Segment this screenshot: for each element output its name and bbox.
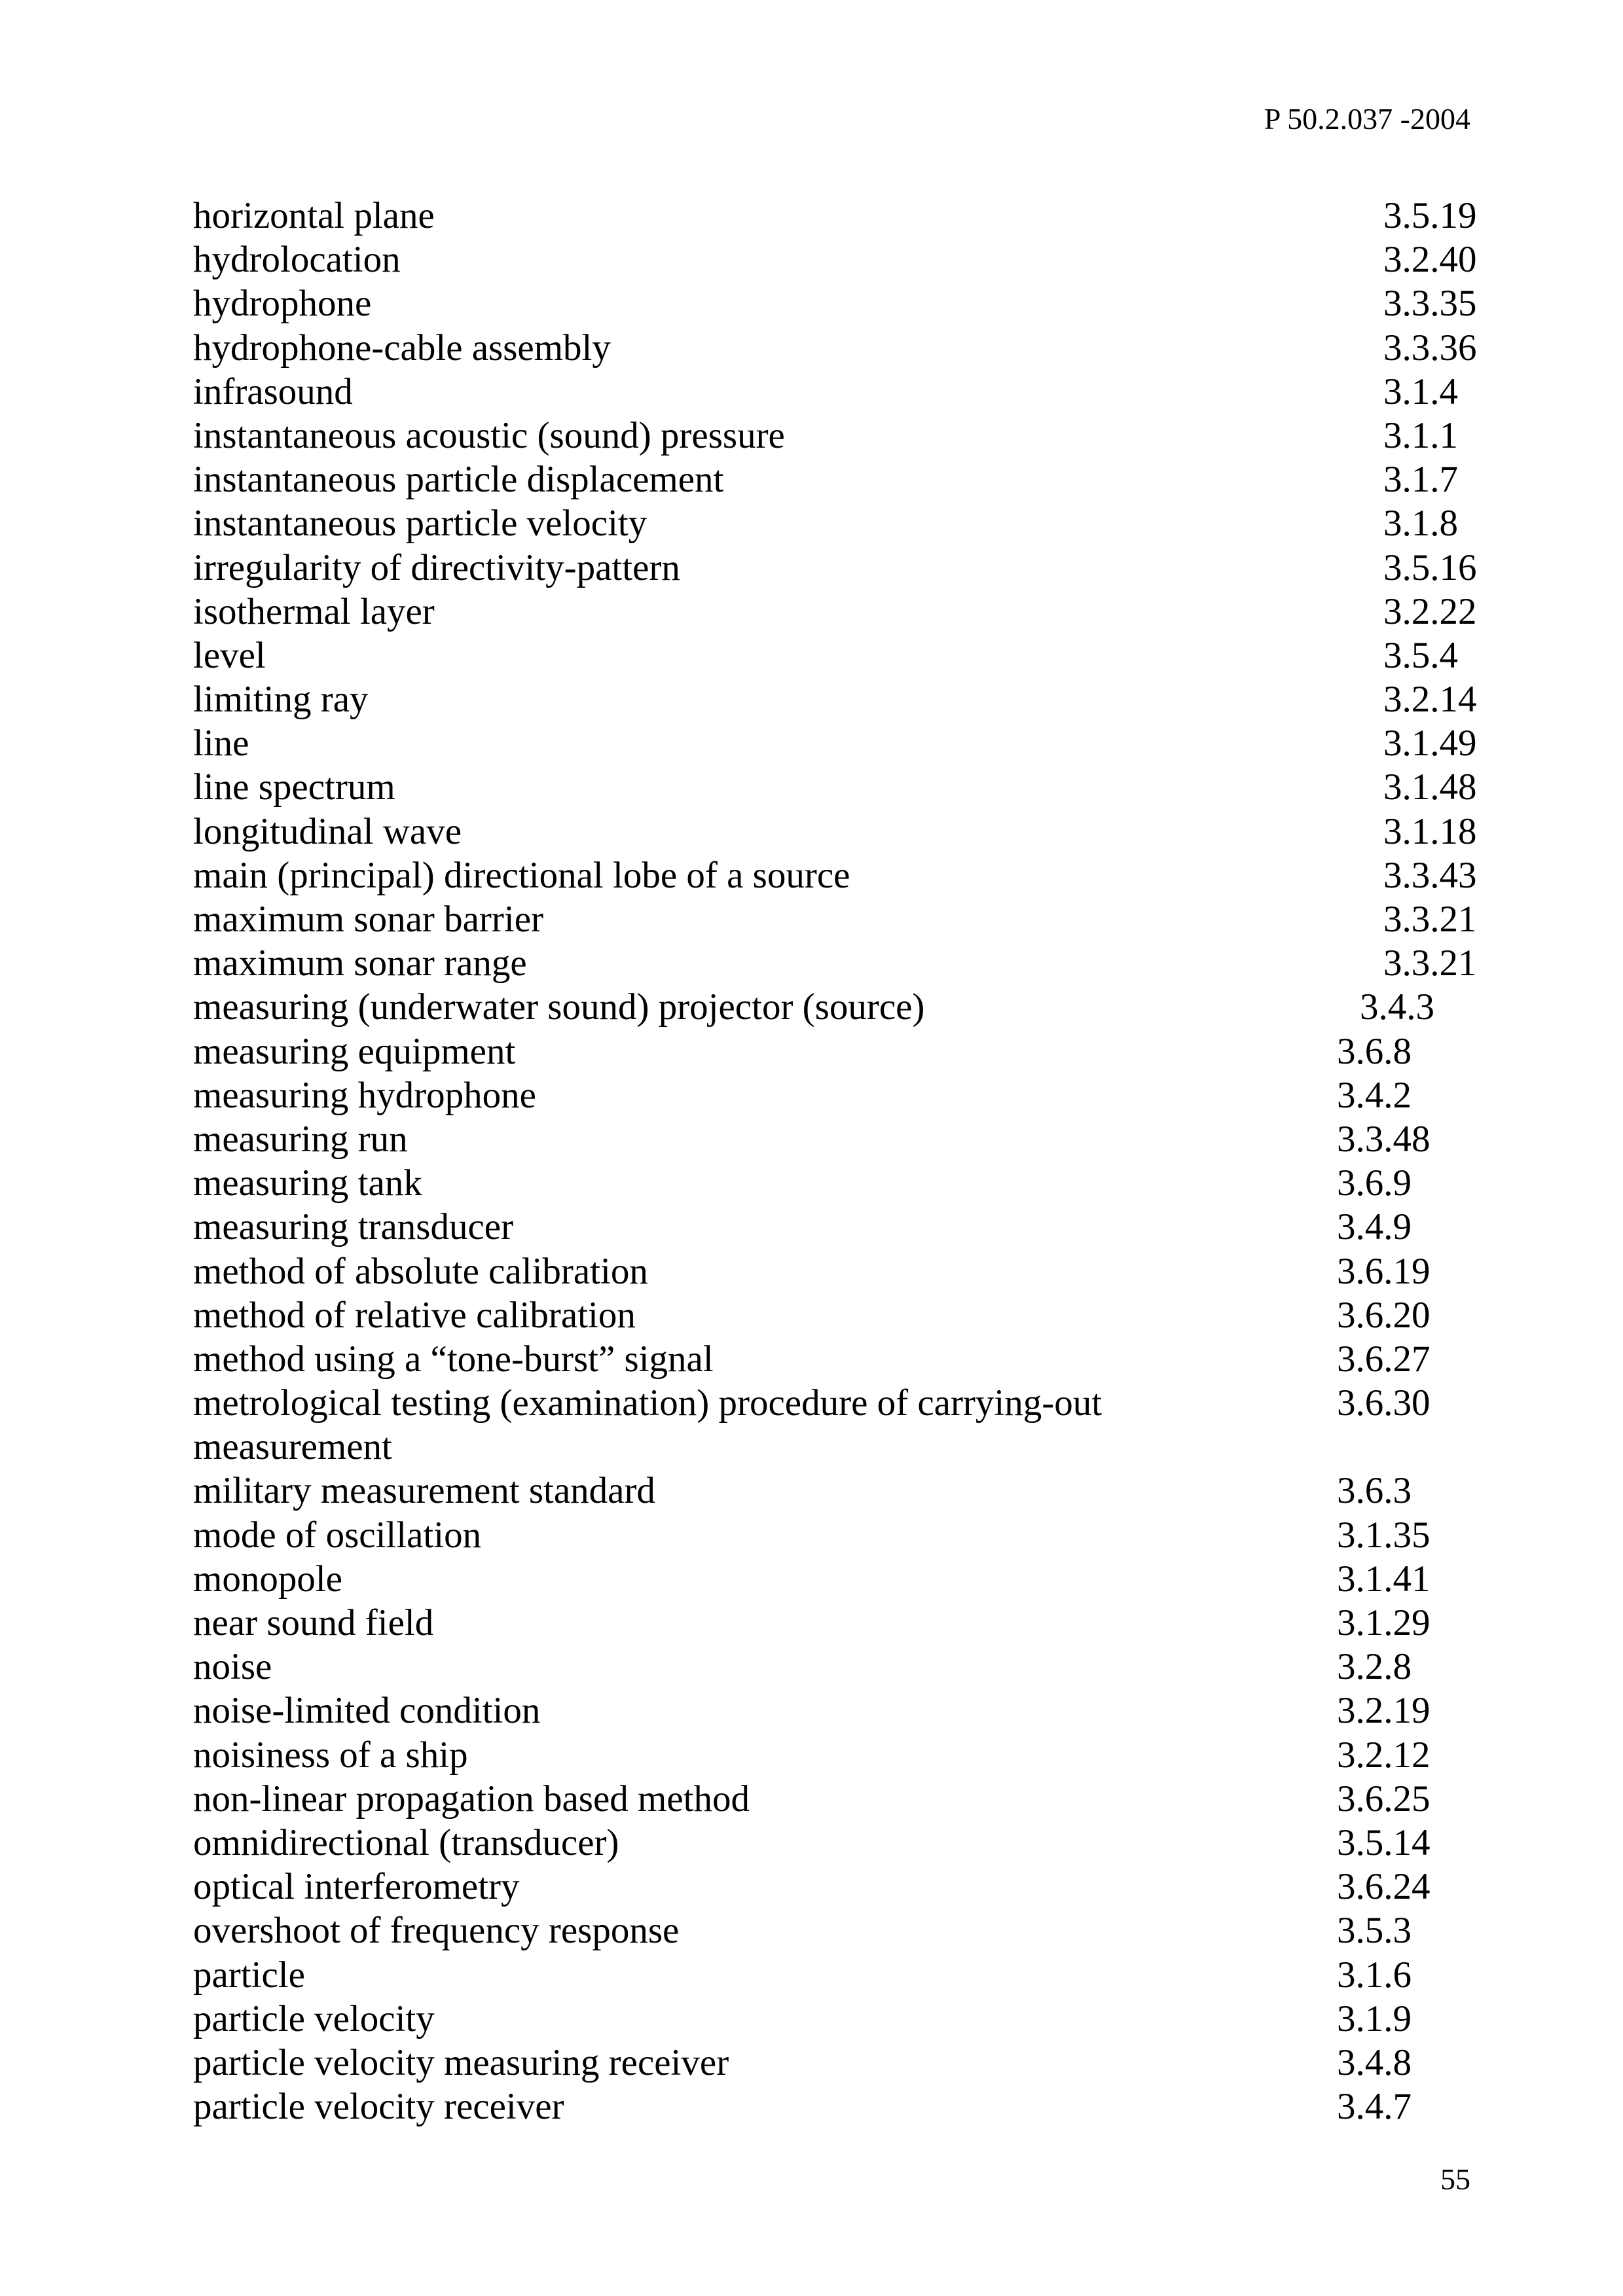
clause-reference: 3.1.41 (1337, 1558, 1431, 1600)
index-term: measuring equipment (193, 1030, 516, 1072)
clause-reference: 3.4.9 (1337, 1206, 1412, 1248)
clause-reference: 3.6.25 (1337, 1778, 1431, 1820)
index-entry (193, 853, 1489, 897)
index-entry (193, 370, 1489, 414)
index-entry (193, 1733, 1489, 1777)
index-term: instantaneous acoustic (sound) pressure (193, 414, 785, 456)
index-term: noise-limited condition (193, 1690, 541, 1732)
index-entry (193, 1161, 1489, 1205)
clause-reference: 3.5.14 (1337, 1821, 1431, 1863)
clause-reference: 3.2.12 (1337, 1734, 1431, 1776)
index-term: method of relative calibration (193, 1294, 636, 1336)
index-entry (193, 1030, 1489, 1073)
index-term: noisiness of a ship (193, 1734, 468, 1776)
index-entry (193, 1381, 1489, 1469)
clause-reference: 3.1.49 (1383, 723, 1477, 764)
clause-reference: 3.3.21 (1383, 942, 1477, 984)
page-number: 55 (1440, 2162, 1470, 2196)
clause-reference: 3.1.1 (1383, 414, 1458, 456)
clause-reference: 3.6.9 (1337, 1162, 1412, 1204)
index-term: monopole (193, 1558, 342, 1600)
index-entry (193, 1293, 1489, 1337)
index-entry (193, 810, 1489, 853)
index-entry (193, 1513, 1489, 1557)
index-entry (193, 326, 1489, 370)
index-term: infrasound (193, 370, 353, 412)
clause-reference: 3.1.7 (1383, 459, 1458, 501)
index-term: measuring run (193, 1118, 408, 1160)
clause-reference: 3.1.9 (1337, 1998, 1412, 2039)
index-term: instantaneous particle displacement (193, 459, 724, 501)
index-term: line (193, 723, 249, 764)
index-term: isothermal layer (193, 590, 435, 632)
index-term: method using a “tone-burst” signal (193, 1338, 714, 1380)
index-entry (193, 457, 1489, 501)
index-entry (193, 765, 1489, 809)
clause-reference: 3.6.3 (1337, 1470, 1412, 1512)
index-term: overshoot of frequency response (193, 1910, 680, 1952)
index-entry (193, 1909, 1489, 1952)
clause-reference: 3.5.3 (1337, 1910, 1412, 1952)
clause-reference: 3.6.24 (1337, 1866, 1431, 1908)
index-term: measuring tank (193, 1162, 422, 1204)
index-entry (193, 1821, 1489, 1865)
index-term: hydrophone (193, 283, 372, 325)
index-entry (193, 1249, 1489, 1293)
index-entry (193, 677, 1489, 721)
clause-reference: 3.5.16 (1383, 547, 1477, 588)
index-term: particle velocity measuring receiver (193, 2041, 729, 2083)
clause-reference: 3.3.43 (1383, 854, 1477, 896)
index-term: metrological testing (examination) procedure of carrying-out measurement (193, 1382, 1103, 1468)
index-term: instantaneous particle velocity (193, 503, 647, 545)
clause-reference: 3.3.48 (1337, 1118, 1431, 1160)
index-entry (193, 897, 1489, 941)
index-term: main (principal) directional lobe of a source (193, 854, 850, 896)
clause-reference: 3.6.30 (1337, 1382, 1431, 1424)
index-entry (193, 1117, 1489, 1161)
clause-reference: 3.4.3 (1360, 986, 1434, 1028)
index-entry (193, 1689, 1489, 1732)
index-term: omnidirectional (transducer) (193, 1821, 619, 1863)
index-entry (193, 1073, 1489, 1117)
index-entry (193, 1337, 1489, 1381)
clause-reference: 3.6.27 (1337, 1338, 1431, 1380)
index-entry (193, 546, 1489, 590)
clause-reference: 3.5.19 (1383, 195, 1477, 236)
clause-reference: 3.3.36 (1383, 327, 1477, 368)
index-term: measuring hydrophone (193, 1074, 536, 1116)
index-term: measuring (underwater sound) projector (source) (193, 986, 925, 1028)
index-entry (193, 1997, 1489, 2041)
index-entry (193, 1953, 1489, 1997)
index-entry (193, 941, 1489, 985)
index-entry (193, 238, 1489, 281)
term-index-list (193, 194, 1489, 2128)
clause-reference: 3.6.19 (1337, 1250, 1431, 1292)
index-entry (193, 501, 1489, 545)
clause-reference: 3.4.7 (1337, 2086, 1412, 2128)
index-entry (193, 281, 1489, 325)
index-term: military measurement standard (193, 1470, 655, 1512)
index-term: hydrophone-cable assembly (193, 327, 611, 368)
index-term: maximum sonar barrier (193, 899, 543, 940)
clause-reference: 3.2.14 (1383, 679, 1477, 721)
index-term: maximum sonar range (193, 942, 527, 984)
index-term: level (193, 634, 266, 676)
index-term: non-linear propagation based method (193, 1778, 750, 1820)
clause-reference: 3.5.4 (1383, 634, 1458, 676)
clause-reference: 3.6.8 (1337, 1030, 1412, 1072)
index-entry (193, 1205, 1489, 1249)
clause-reference: 3.1.8 (1383, 503, 1458, 545)
index-entry (193, 194, 1489, 238)
clause-reference: 3.4.8 (1337, 2041, 1412, 2083)
clause-reference: 3.1.29 (1337, 1602, 1431, 1644)
index-term: noise (193, 1646, 272, 1688)
clause-reference: 3.4.2 (1337, 1074, 1412, 1116)
clause-reference: 3.1.48 (1383, 766, 1477, 808)
index-entry (193, 634, 1489, 677)
clause-reference: 3.2.8 (1337, 1646, 1412, 1688)
index-term: limiting ray (193, 679, 369, 721)
index-term: mode of oscillation (193, 1514, 482, 1556)
index-entry (193, 1469, 1489, 1513)
index-term: longitudinal wave (193, 810, 462, 852)
index-term: horizontal plane (193, 195, 435, 236)
index-term: measuring transducer (193, 1206, 514, 1248)
index-term: hydrolocation (193, 239, 401, 281)
index-entry (193, 1645, 1489, 1689)
index-entry (193, 2041, 1489, 2085)
document-code: P 50.2.037 -2004 (1264, 102, 1470, 135)
clause-reference: 3.2.40 (1383, 239, 1477, 281)
index-term: particle velocity (193, 1998, 435, 2039)
index-term: optical interferometry (193, 1866, 520, 1908)
clause-reference: 3.1.6 (1337, 1954, 1412, 1996)
index-entry (193, 1777, 1489, 1821)
index-term: irregularity of directivity-pattern (193, 547, 680, 588)
index-term: near sound field (193, 1602, 434, 1644)
index-entry (193, 985, 1489, 1029)
index-entry (193, 1865, 1489, 1909)
index-entry (193, 2085, 1489, 2128)
index-term: particle velocity receiver (193, 2086, 564, 2128)
clause-reference: 3.3.21 (1383, 899, 1477, 940)
clause-reference: 3.2.22 (1383, 590, 1477, 632)
index-term: particle (193, 1954, 305, 1996)
clause-reference: 3.6.20 (1337, 1294, 1431, 1336)
clause-reference: 3.1.18 (1383, 810, 1477, 852)
clause-reference: 3.3.35 (1383, 283, 1477, 325)
clause-reference: 3.2.19 (1337, 1690, 1431, 1732)
index-entry (193, 1601, 1489, 1645)
clause-reference: 3.1.35 (1337, 1514, 1431, 1556)
index-entry (193, 1557, 1489, 1601)
clause-reference: 3.1.4 (1383, 370, 1458, 412)
index-term: method of absolute calibration (193, 1250, 648, 1292)
index-entry (193, 414, 1489, 457)
index-term: line spectrum (193, 766, 395, 808)
index-entry (193, 590, 1489, 634)
index-entry (193, 721, 1489, 765)
